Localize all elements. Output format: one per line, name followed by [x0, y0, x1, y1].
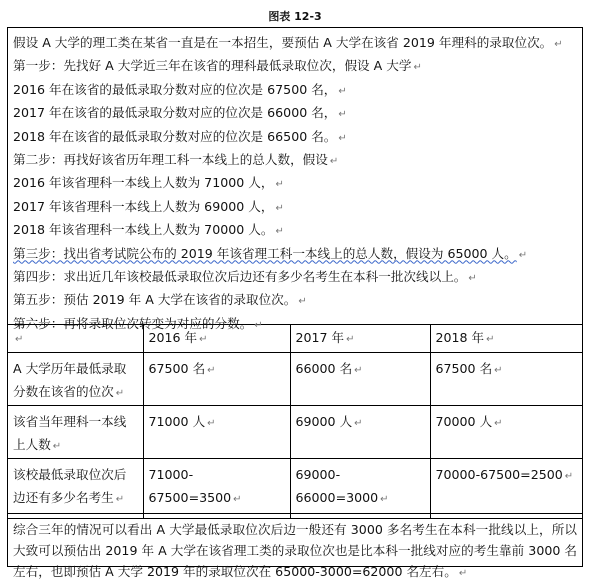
content-frame: [7, 27, 583, 579]
table-cell: 67500 名 ↵: [430, 353, 582, 406]
table-cell: 66000 名 ↵: [290, 353, 430, 406]
table-header-row: [8, 325, 582, 353]
step-line: 第三步：找出省考试院公布的 2019 年该省理工科一本线上的总人数，假设为 65000 人。 ↵: [13, 245, 528, 261]
step-line: 2017 年在该省的最低录取分数对应的位次是 66000 名， ↵: [13, 105, 347, 121]
table-row-label: 该省当年理科一本线上人数 ↵: [8, 406, 143, 459]
table-header-cell: 2016 年 ↵: [143, 325, 290, 353]
table-cell: 67500 名 ↵: [143, 353, 290, 406]
table-cell: 70000-67500=2500 ↵: [430, 459, 582, 519]
step-line: 假设 A 大学的理工类在某省一直是在一本招生，要预估 A 大学在该省 2019 年理科的录取位次。 ↵: [13, 35, 563, 50]
table-cell: 70000 人 ↵: [430, 406, 582, 459]
table-cell: 69000 人 ↵: [290, 406, 430, 459]
step-line: 第二步：再找好该省历年理工科一本线上的总人数，假设 ↵: [13, 151, 339, 167]
ranking-table: [8, 325, 582, 519]
table-header-cell: 2017 年 ↵: [290, 325, 430, 353]
table-cell: 71000-67500=3500 ↵: [143, 459, 290, 519]
table-cell: 69000-66000=3000 ↵: [290, 459, 430, 519]
step-line: 第四步：求出近几年该校最低录取位次后边还有多少名考生在本科一批次线以上。 ↵: [13, 268, 477, 284]
figure-title: 图表 12-3: [268, 10, 322, 23]
step-line: 第五步：预估 2019 年 A 大学在该省的录取位次。 ↵: [13, 292, 307, 308]
table-row: [8, 406, 582, 459]
summary-paragraph: 综合三年的情况可以看出 A 大学最低录取位次后边一般还有 3000 多名考生在本科一批线以上，所以大致可以预估出 2019 年 A 大学在该省理工类的录取位次也是比本科一批线对应的考生靠前 3000 名左右，也即预估 A 大学 2019 年的录取位次在 65000-3000=62000 名左右。 ↵: [8, 513, 582, 584]
table-header-cell: ↵: [8, 325, 143, 353]
step-line: 2016 年该省理科一本线上人数为 71000 人， ↵: [13, 175, 284, 191]
steps-block: [8, 28, 582, 331]
step-line: 2018 年在该省的最低录取分数对应的位次是 66500 名。 ↵: [13, 128, 347, 144]
step-line: 2016 年在该省的最低录取分数对应的位次是 67500 名， ↵: [13, 81, 347, 97]
table-row: [8, 459, 582, 519]
step-line: 2018 年该省理科一本线上人数为 70000 人。 ↵: [13, 222, 284, 238]
table-row: [8, 353, 582, 406]
step-line: 2017 年该省理科一本线上人数为 69000 人， ↵: [13, 198, 284, 214]
table-header-cell: 2018 年 ↵: [430, 325, 582, 353]
table-cell: 71000 人 ↵: [143, 406, 290, 459]
table-row-label: A 大学历年最低录取分数在该省的位次 ↵: [8, 353, 143, 406]
step-line: 第六步：再将录取位次转变为对应的分数。 ↵: [13, 315, 263, 331]
table-row-label: 该校最低录取位次后边还有多少名考生 ↵: [8, 459, 143, 519]
step-line: 第一步：先找好 A 大学近三年在该省的理科最低录取位次，假设 A 大学 ↵: [13, 58, 422, 74]
